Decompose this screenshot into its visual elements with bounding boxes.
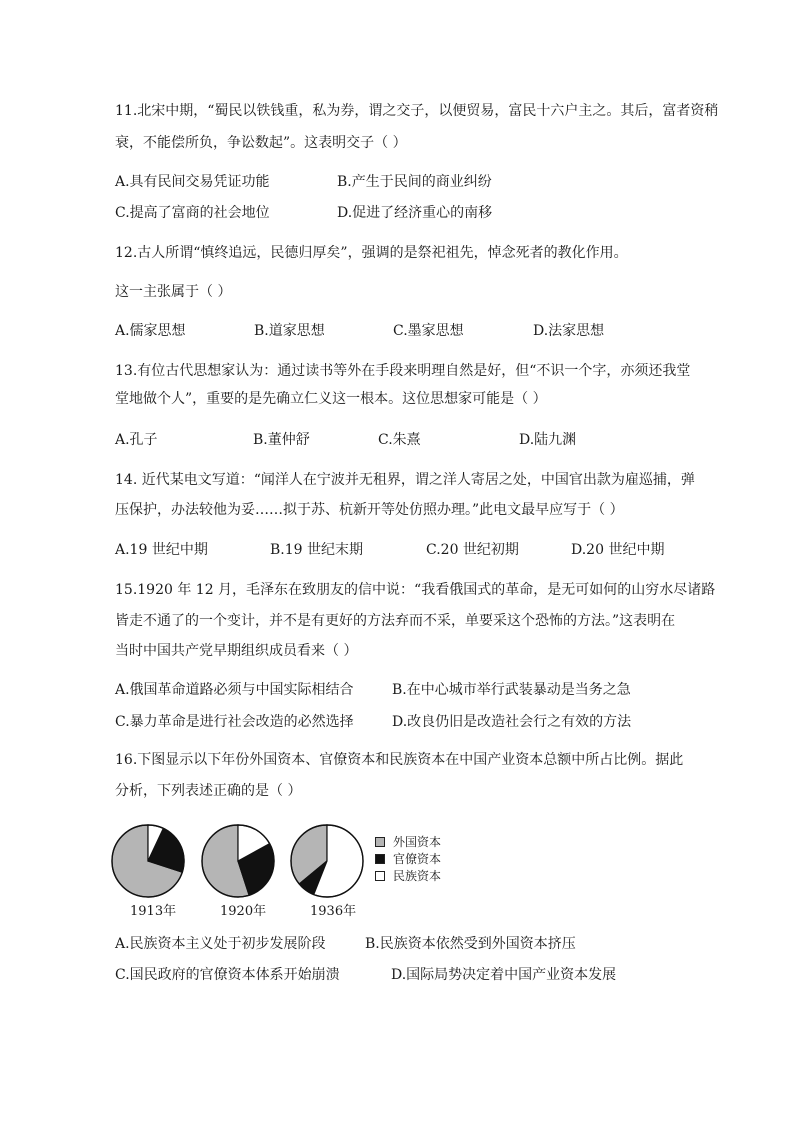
option-b[interactable]: B.民族资本依然受到外国资本挤压 (365, 936, 576, 952)
option-c[interactable]: C.墨家思想 (393, 323, 464, 339)
question-stem: 13.有位古代思想家认为：通过读书等外在手段来明理自然是好，但“不识一个字，亦须还我堂 (115, 363, 691, 379)
legend-label: 民族资本 (393, 869, 442, 883)
option-d[interactable]: D.法家思想 (533, 323, 605, 339)
option-c[interactable]: C.国民政府的官僚资本体系开始崩溃 (115, 967, 340, 983)
pie-year-label: 1913年 (130, 904, 177, 919)
pie-year-label: 1936年 (310, 904, 357, 919)
pie-year-label: 1920年 (220, 904, 267, 919)
question-stem: 12.古人所谓“慎终追远，民德归厚矣”，强调的是祭祀祖先，悼念死者的教化作用。 (115, 245, 628, 261)
pie-legend (375, 835, 485, 895)
legend-swatch-icon (375, 854, 385, 864)
option-d[interactable]: D.改良仍旧是改造社会行之有效的方法 (392, 714, 632, 730)
option-a[interactable]: A.民族资本主义处于初步发展阶段 (115, 936, 326, 952)
option-a[interactable]: A.俄国革命道路必须与中国实际相结合 (115, 682, 354, 698)
legend-label: 外国资本 (393, 835, 442, 849)
option-d[interactable]: D.促进了经济重心的南移 (337, 205, 493, 221)
question-stem: 当时中国共产党早期组织成员看来（ ） (115, 643, 358, 659)
option-d[interactable]: D.20 世纪中期 (571, 542, 665, 558)
option-c[interactable]: C.20 世纪初期 (426, 542, 519, 558)
option-b[interactable]: B.道家思想 (254, 323, 325, 339)
question-stem: 14. 近代某电文写道：“闻洋人在宁波并无租界，谓之洋人寄居之处，中国官出款为雇巡捕，弹 (115, 472, 695, 488)
option-c[interactable]: C.朱熹 (378, 432, 421, 448)
option-d[interactable]: D.国际局势决定着中国产业资本发展 (391, 967, 617, 983)
question-stem: 分析，下列表述正确的是（ ） (115, 783, 302, 799)
legend-item (375, 869, 441, 883)
pie-charts (108, 822, 368, 902)
option-a[interactable]: A.19 世纪中期 (115, 542, 208, 558)
question-stem: 15.1920 年 12 月，毛泽东在致朋友的信中说：“我看俄国式的革命，是无可如何的山穷水尽诸路 (115, 582, 716, 598)
option-d[interactable]: D.陆九渊 (519, 432, 577, 448)
option-a[interactable]: A.具有民间交易凭证功能 (115, 174, 270, 190)
option-a[interactable]: A.孔子 (115, 432, 158, 448)
question-stem: 堂地做个人”，重要的是先确立仁义这一根本。这位思想家可能是（ ） (115, 391, 547, 407)
option-b[interactable]: B.董仲舒 (253, 432, 310, 448)
legend-item (375, 835, 441, 849)
option-b[interactable]: B.产生于民间的商业纠纷 (337, 174, 492, 190)
question-stem: 11.北宋中期，“蜀民以铁钱重，私为券，谓之交子，以便贸易，富民十六户主之。其后，富者资稍 (115, 103, 719, 119)
question-stem: 皆走不通了的一个变计，并不是有更好的方法弃而不采，单要采这个恐怖的方法。”这表明在 (115, 613, 676, 629)
legend-swatch-icon (375, 837, 385, 847)
option-b[interactable]: B.在中心城市举行武装暴动是当务之急 (392, 682, 631, 698)
option-a[interactable]: A.儒家思想 (115, 323, 186, 339)
option-c[interactable]: C.暴力革命是进行社会改造的必然选择 (115, 714, 354, 730)
legend-item (375, 852, 441, 866)
pie-chart-figure (108, 822, 468, 922)
option-b[interactable]: B.19 世纪末期 (270, 542, 364, 558)
question-stem: 16.下图显示以下年份外国资本、官僚资本和民族资本在中国产业资本总额中所占比例。据此 (115, 752, 684, 768)
option-c[interactable]: C.提高了富商的社会地位 (115, 205, 270, 221)
legend-swatch-icon (375, 871, 385, 881)
legend-label: 官僚资本 (393, 852, 442, 866)
question-stem: 压保护，办法较他为妥……拟于苏、杭新开等处仿照办理。”此电文最早应写于（ ） (115, 502, 624, 518)
question-stem: 这一主张属于（ ） (115, 284, 232, 300)
question-stem: 衰，不能偿所负，争讼数起”。这表明交子（ ） (115, 135, 407, 151)
